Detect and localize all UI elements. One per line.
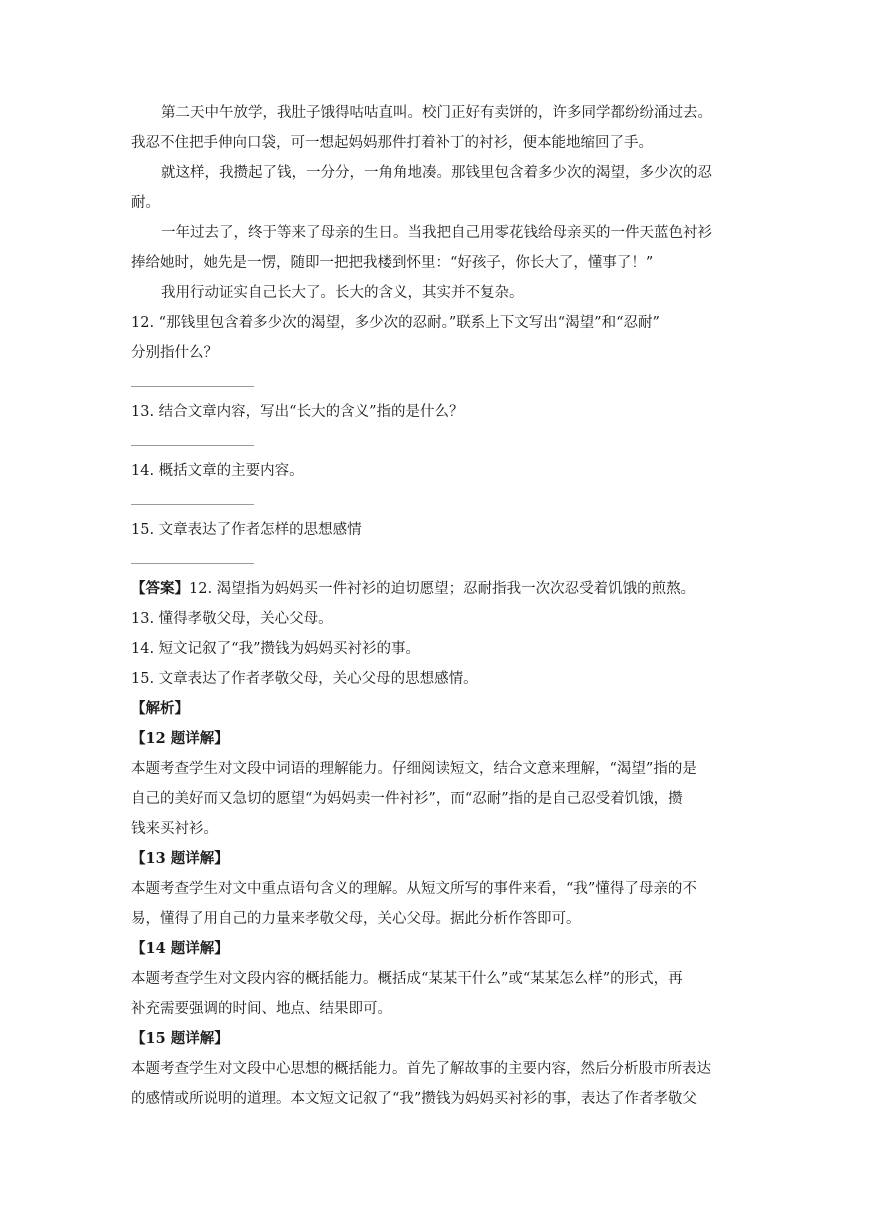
detail-12-title: 【12 题详解】 [131,730,229,747]
answer-blank-15[interactable] [131,545,741,574]
detail-12-line: 本题考查学生对文段中词语的理解能力。仔细阅读短文，结合文意来理解，“渴望”指的是 [131,761,697,777]
passage-line: 就这样，我攒起了钱，一分分，一角角地凑。那钱里包含着多少次的渴望，多少次的忍 [161,165,712,181]
answer-13: 13. 懂得孝敬父母，关心父母。 [131,611,333,627]
question-15: 15. 文章表达了作者怎样的思想感情 [131,522,362,538]
detail-15-line: 的感情或所说明的道理。本文短文记叙了“我”攒钱为妈妈买衬衫的事，表达了作者孝敬父 [131,1091,697,1107]
detail-14-line: 补充需要强调的时间、地点、结果即可。 [131,1001,392,1017]
answer-12 [131,574,741,604]
answer-12-text: 12. 渴望指为妈妈买一件衬衫的迫切愿望；忍耐指我一次次忍受着饥饿的煎熬。 [189,581,696,597]
answer-blank-12[interactable] [131,368,741,397]
detail-15-line: 本题考查学生对文段中心思想的概括能力。首先了解故事的主要内容，然后分析股市所表达 [131,1061,711,1077]
question-13: 13. 结合文章内容，写出“长大的含义”指的是什么？ [131,404,464,420]
answer-15: 15. 文章表达了作者孝敬父母，关心父母的思想感情。 [131,671,478,687]
detail-15-title: 【15 题详解】 [131,1030,229,1047]
answer-blank-14[interactable] [131,486,741,515]
detail-14-title: 【14 题详解】 [131,940,229,957]
passage-line: 捧给她时，她先是一愣，随即一把把我楼到怀里：“好孩子，你长大了，懂事了！” [131,255,654,271]
answer-blank-13[interactable] [131,427,741,456]
detail-14-line: 本题考查学生对文段内容的概括能力。概括成“某某干什么”或“某某怎么样”的形式，再 [131,971,683,987]
detail-13-line: 易，懂得了用自己的力量来孝敬父母，关心父母。据此分析作答即可。 [131,911,581,927]
passage-line: 第二天中午放学，我肚子饿得咕咕直叫。校门正好有卖饼的，许多同学都纷纷涌过去。 [161,105,712,121]
answer-label: 【答案】 [131,580,189,597]
detail-13-line: 本题考查学生对文中重点语句含义的理解。从短文所写的事件来看，“我”懂得了母亲的不 [131,881,697,897]
detail-12-line: 钱来买衬衫。 [131,821,218,837]
passage-line: 我忍不住把手伸向口袋，可一想起妈妈那件打着补丁的衬衫，便本能地缩回了手。 [131,135,653,151]
document-content [131,98,741,1114]
passage-line: 我用行动证实自己长大了。长大的含义，其实并不复杂。 [161,285,524,301]
detail-13-title: 【13 题详解】 [131,850,229,867]
analysis-label: 【解析】 [131,700,189,717]
question-12: 12. “那钱里包含着多少次的渴望，多少次的忍耐。”联系上下文写出“渴望”和“忍耐” [131,315,660,331]
question-12-cont: 分别指什么？ [131,345,218,361]
passage-line: 耐。 [131,195,160,211]
passage-line: 一年过去了，终于等来了母亲的生日。当我把自己用零花钱给母亲买的一件天蓝色衬衫 [161,225,712,241]
question-14: 14. 概括文章的主要内容。 [131,463,304,479]
answer-14: 14. 短文记叙了“我”攒钱为妈妈买衬衫的事。 [131,641,420,657]
detail-12-line: 自己的美好而又急切的愿望“为妈妈卖一件衬衫”，而“忍耐”指的是自己忍受着饥饿，攒 [131,791,683,807]
